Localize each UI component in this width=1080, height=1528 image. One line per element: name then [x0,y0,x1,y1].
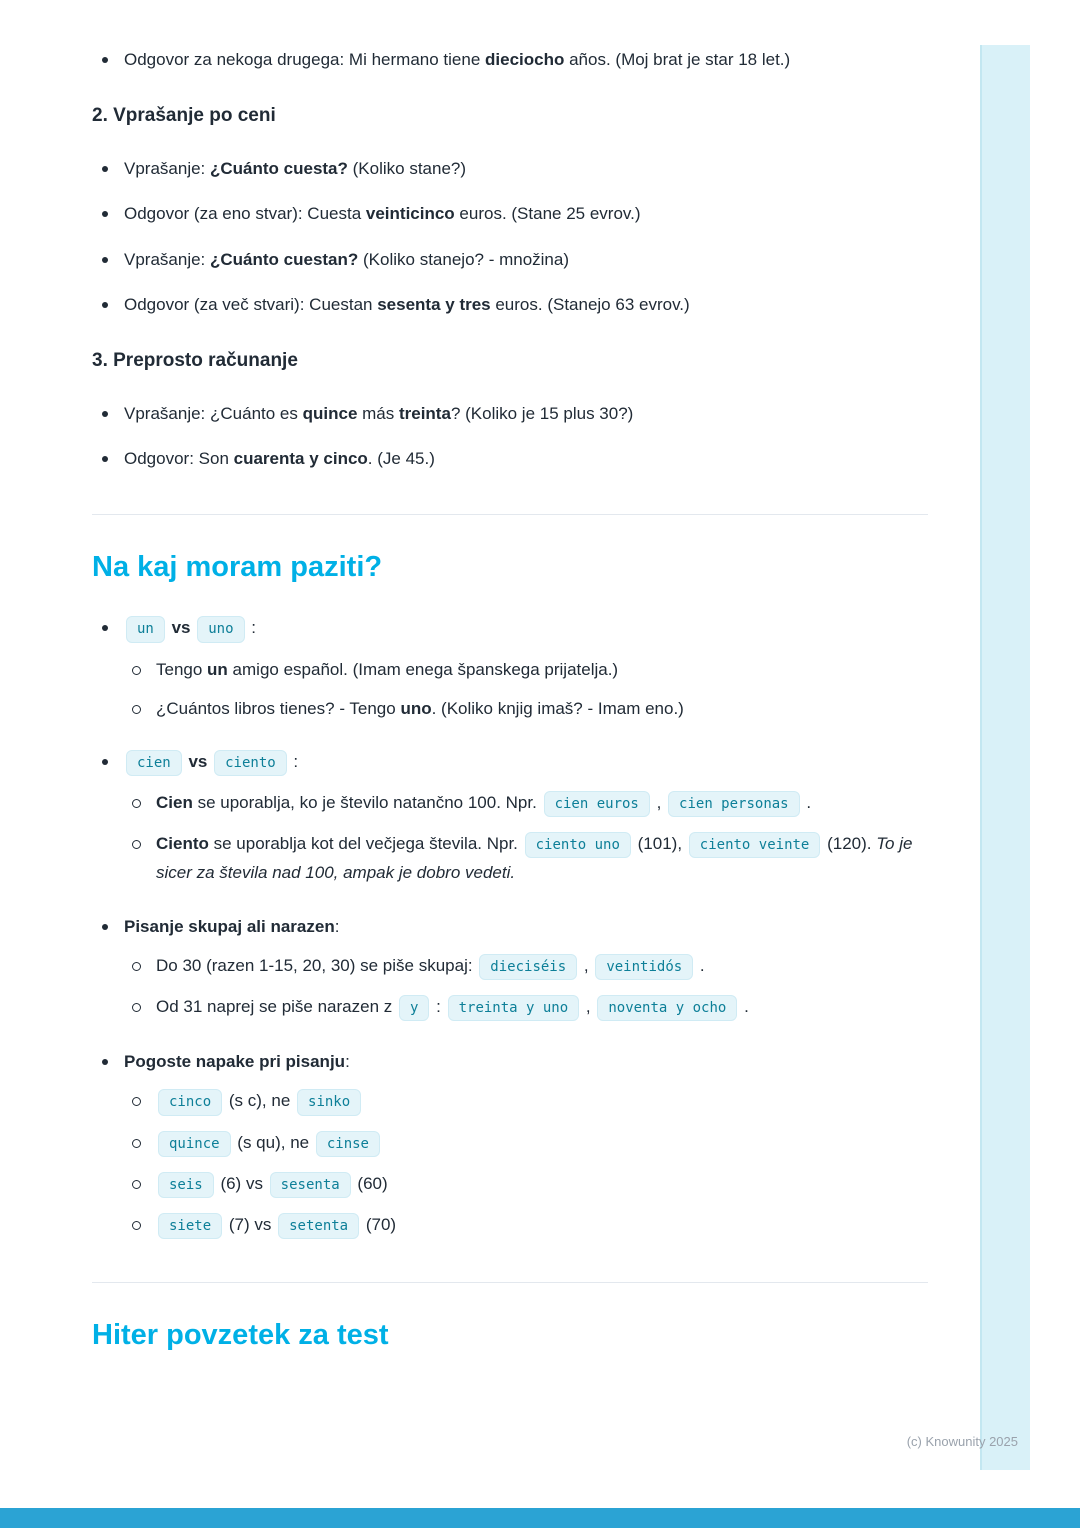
heading-watch-out: Na kaj moram paziti? [92,551,383,584]
text-segment: (s c), ne [224,1091,296,1111]
sub-list-item [124,1087,928,1116]
text-segment: : [334,916,340,936]
text-segment: Vprašanje: [124,249,210,269]
heading-summary: Hiter povzetek za test [92,1319,389,1352]
text-segment: . [739,997,749,1016]
code-chip: un [126,616,165,642]
code-chip: dieciséis [479,954,577,980]
text-segment: (120). [822,834,877,854]
list-item [92,400,928,427]
code-chip: noventa y ocho [597,995,737,1021]
text-segment: Odgovor (za eno stvar): Cuesta [124,204,366,224]
bottom-accent-bar [0,1508,1080,1528]
text-segment: Pisanje skupaj ali narazen [124,916,335,936]
text-segment: . [801,793,812,813]
text-segment: un [207,659,228,679]
text-segment: . (Je 45.) [367,449,435,469]
answer-example-list [92,46,928,73]
list-item [92,200,928,227]
code-chip: sesenta [270,1172,351,1198]
text-segment: : [288,751,299,771]
text-segment: Ciento [156,834,209,854]
text-segment: (7) vs [224,1214,277,1234]
text-segment: Tengo [156,659,208,679]
text-segment: dieciocho [485,50,565,69]
code-chip: siete [158,1213,222,1239]
text-segment: (Koliko stane?) [347,159,467,179]
text-segment: To je sicer za števila nad 100, ampak je dobro vedeti. [156,834,913,883]
sub-list-item [124,830,928,886]
list-item [92,445,928,472]
text-segment: vs [188,751,208,771]
text-segment: Cien [156,793,193,813]
code-chip: seis [158,1172,214,1198]
sub-list-item [124,789,928,818]
text-segment: : [345,1052,350,1072]
section-heading-math: 3. Preprosto računanje [92,349,298,371]
text-segment: Odgovor: Son [124,449,234,469]
text-segment: , [581,997,596,1016]
sub-list-item [124,1211,928,1240]
price-question-list [92,155,928,318]
sub-list [124,789,928,887]
code-chip: cinco [158,1089,222,1115]
simple-math-list [92,400,928,472]
sub-list [124,952,928,1022]
list-item [92,1048,928,1240]
text-segment: (6) vs [215,1173,268,1193]
text-segment: Odgovor za nekoga drugega: Mi hermano tiene [124,50,486,69]
code-chip: quince [158,1131,231,1157]
code-chip: cinse [316,1131,380,1157]
text-segment: euros. (Stanejo 63 evrov.) [490,294,690,314]
sub-list [124,656,928,722]
code-chip: uno [197,616,244,642]
code-chip: treinta y uno [448,995,580,1021]
section-heading-price: 2. Vprašanje po ceni [92,105,276,127]
text-segment: Vprašanje: [124,159,210,179]
code-chip: veintidós [595,954,693,980]
code-chip: y [399,995,429,1021]
text-segment: sesenta y tres [377,294,491,314]
text-segment: . [695,955,705,975]
sub-list [124,1087,928,1240]
code-chip: cien [126,750,182,776]
text-segment: (101), [632,834,687,854]
text-segment: ¿Cuántos libros tienes? - Tengo [156,698,401,718]
text-segment: Pogoste napake pri pisanju [124,1052,346,1072]
code-chip: ciento veinte [689,832,821,858]
footer-credit: (c) Knowunity 2025 [906,1434,1018,1449]
text-segment: se uporablja, ko je število natančno 100. Npr. [192,793,542,813]
text-segment: (s qu), ne [232,1132,314,1152]
text-segment: amigo español. (Imam enega španskega prijatelja.) [227,659,619,679]
text-segment: Od 31 naprej se piše narazen z [156,997,397,1016]
list-item [92,155,928,182]
text-segment: treinta [398,403,451,423]
text-segment: años. (Moj brat je star 18 let.) [564,50,791,69]
list-item [92,46,928,73]
divider [92,1282,928,1283]
divider [92,514,928,515]
text-segment [191,618,196,637]
sub-list-item [124,1129,928,1158]
text-segment: (70) [361,1214,397,1234]
sub-list-item [124,656,928,683]
sub-list-item [124,1170,928,1199]
text-segment: uno [400,698,432,718]
text-segment: quince [302,403,358,423]
text-segment: , [651,793,667,813]
text-segment: Vprašanje: ¿Cuánto es [124,403,303,423]
text-segment: cuarenta y cinco [233,449,368,469]
text-segment [207,752,212,771]
list-item [92,614,928,722]
code-chip: sinko [297,1089,361,1115]
text-segment: ¿Cuánto cuesta? [210,159,348,179]
list-item [92,748,928,887]
text-segment: : [431,997,446,1016]
sub-list-item [124,993,928,1022]
text-segment: (60) [352,1173,388,1193]
text-segment: (Koliko stanejo? - množina) [358,249,570,269]
text-segment: . (Koliko knjig imaš? - Imam eno.) [431,698,684,718]
text-segment: se uporablja kot del večjega števila. Npr. [208,834,523,854]
code-chip: ciento [214,750,287,776]
code-chip: ciento uno [525,832,631,858]
text-segment: ¿Cuánto cuestan? [210,249,359,269]
sub-list-item [124,695,928,722]
list-item [92,913,928,1023]
sub-list-item [124,952,928,981]
list-item [92,246,928,273]
text-segment: más [357,403,399,423]
watch-out-list [92,614,928,1240]
text-segment: veinticinco [365,204,455,224]
text-segment: Odgovor (za več stvari): Cuestan [124,294,378,314]
list-item [92,291,928,318]
code-chip: cien euros [544,791,650,817]
code-chip: cien personas [668,791,800,817]
text-segment: Do 30 (razen 1-15, 20, 30) se piše skupaj: [156,955,478,975]
text-segment: euros. (Stane 25 evrov.) [454,204,641,224]
code-chip: setenta [278,1213,359,1239]
text-segment: ? (Koliko je 15 plus 30?) [450,403,634,423]
text-segment: : [246,618,256,638]
text-segment: , [579,955,594,975]
text-segment: vs [171,618,191,638]
